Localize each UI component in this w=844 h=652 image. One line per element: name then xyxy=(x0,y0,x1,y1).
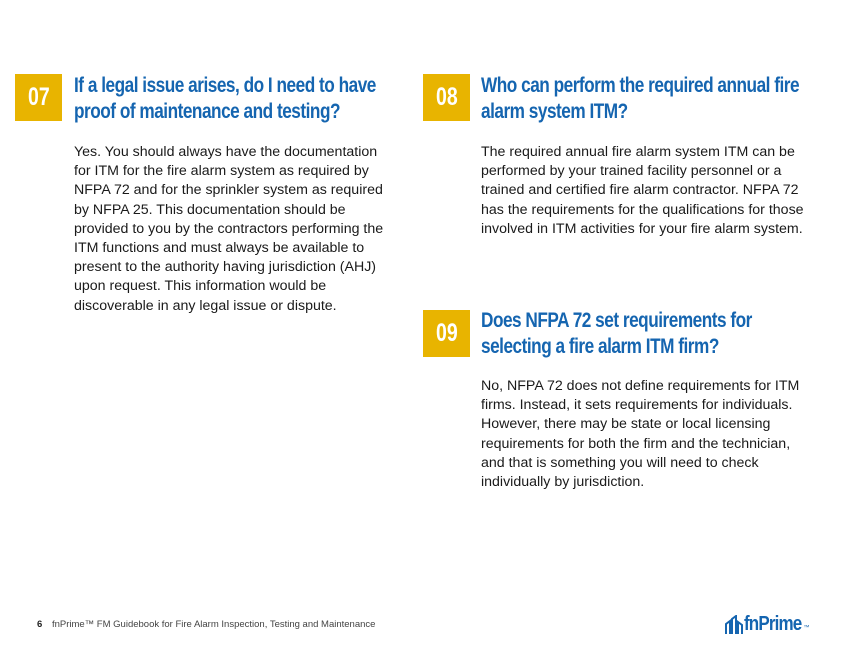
answer-text: Yes. You should always have the documentation for ITM for the fire alarm system as required by NFPA 72 and for the sprinkler system as required by NFPA 25. This documentation should be provided to you by the contractors performing the ITM functions and must always be available to present to the authority having jurisdiction (AHJ) upon request. This information would be discoverable in any legal issue or dispute. xyxy=(74,144,384,314)
page-footer xyxy=(37,619,375,630)
question-number-badge xyxy=(423,310,470,357)
question-heading: If a legal issue arises, do I need to have proof of maintenance and testing? xyxy=(74,74,376,123)
question-number: 08 xyxy=(435,83,458,111)
answer-text: No, NFPA 72 does not define requirements for ITM firms. Instead, it sets requirements for individuals. However, there may be state or local licensing requirements for both the firm and the technician, and that is something you will need to check individually by jurisdiction. xyxy=(481,378,800,491)
building-icon xyxy=(725,615,743,635)
logo-trademark: ™ xyxy=(803,625,810,631)
question-heading: Does NFPA 72 set requirements for selecting a fire alarm ITM firm? xyxy=(481,309,752,358)
question-number-badge xyxy=(15,74,62,121)
footer-title: fnPrime™ FM Guidebook for Fire Alarm Inspection, Testing and Maintenance xyxy=(51,619,376,630)
logo-wordmark: fnPrime xyxy=(744,613,802,635)
question-number-badge xyxy=(423,74,470,121)
question-heading: Who can perform the required annual fire alarm system ITM? xyxy=(481,74,800,123)
question-number: 09 xyxy=(435,319,458,347)
question-number: 07 xyxy=(27,83,50,111)
answer-text: The required annual fire alarm system ITM can be performed by your trained facility personnel or a trained and certified fire alarm contractor. NFPA 72 has the requirements for the qualifications for those involved in ITM activities for your fire alarm system. xyxy=(481,144,804,237)
fnprime-logo xyxy=(725,609,817,635)
page-number: 6 xyxy=(37,619,43,630)
